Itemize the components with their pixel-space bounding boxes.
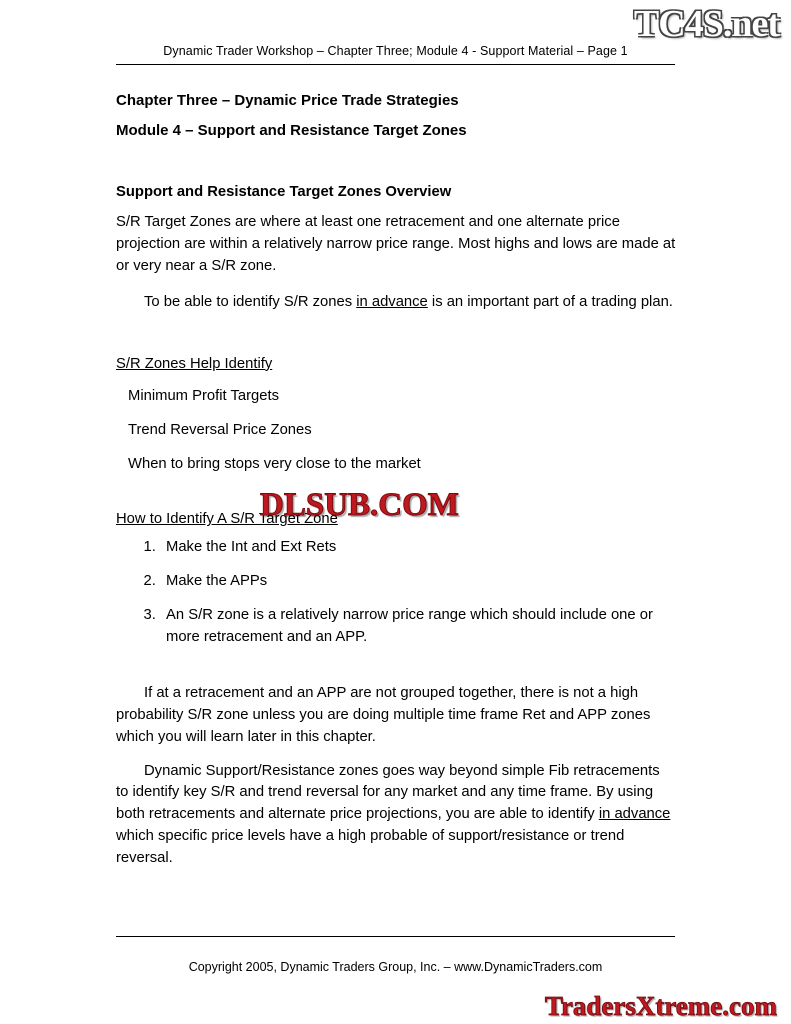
overview-paragraph-2 — [116, 292, 676, 314]
overview-p2-post: is an important part of a trading plan. — [427, 293, 673, 310]
document-body — [116, 90, 676, 870]
overview-paragraph-1: S/R Target Zones are where at least one retracement and one alternate price projection are within a relatively narrow price range. Most highs and lows are made at or very near a S/R zone. — [116, 214, 676, 275]
chapter-title: Chapter Three – Dynamic Price Trade Strategies — [116, 92, 459, 109]
closing-p2-pre: Dynamic Support/Resistance zones goes way beyond simple Fib retracements to identify key S/R and trend reversal for any market and any time frame. By using both retracements and alternate price projections, you are able to identify — [116, 762, 660, 823]
module-title: Module 4 – Support and Resistance Target Zones — [116, 122, 467, 140]
watermark-bottom-right: TradersXtreme.com — [544, 991, 777, 1021]
closing-paragraph-2 — [116, 761, 676, 870]
list-item: Trend Reversal Price Zones — [128, 421, 312, 438]
how-to-steps — [116, 537, 676, 649]
closing-section — [116, 683, 676, 870]
overview-p2-underline: in advance — [356, 293, 428, 310]
help-identify-list — [116, 386, 676, 476]
footer-rule — [116, 936, 675, 937]
list-item: 2. Make the APPs — [160, 571, 676, 593]
header-rule — [116, 64, 675, 65]
overview-p2-pre: To be able to identify S/R zones — [144, 293, 357, 310]
list-item: 3. An S/R zone is a relatively narrow price range which should include one or more retracement and an APP. — [160, 605, 676, 649]
closing-p2-underline: in advance — [598, 806, 671, 823]
watermark-top-right: TC4S.net — [633, 3, 779, 45]
running-header: Dynamic Trader Workshop – Chapter Three; Module 4 - Support Material – Page 1 — [163, 44, 628, 58]
closing-paragraph-1: If at a retracement and an APP are not grouped together, there is not a high probability S/R zone unless you are doing multiple time frame Ret and APP zones which you will learn later in this chapter. — [116, 684, 651, 745]
footer-copyright: Copyright 2005, Dynamic Traders Group, Inc. – www.DynamicTraders.com — [188, 960, 603, 974]
watermark-middle: DLSUB.COM — [260, 487, 459, 523]
list-item: When to bring stops very close to the market — [128, 455, 421, 472]
list-item: 1. Make the Int and Ext Rets — [160, 537, 676, 559]
help-identify-heading: S/R Zones Help Identify — [116, 355, 273, 372]
overview-heading: Support and Resistance Target Zones Overview — [116, 184, 452, 201]
how-to-heading: How to Identify A S/R Target Zone — [116, 511, 338, 528]
list-item: Minimum Profit Targets — [128, 387, 280, 404]
closing-p2-post: which specific price levels have a high probable of support/resistance or trend reversal. — [116, 828, 625, 867]
